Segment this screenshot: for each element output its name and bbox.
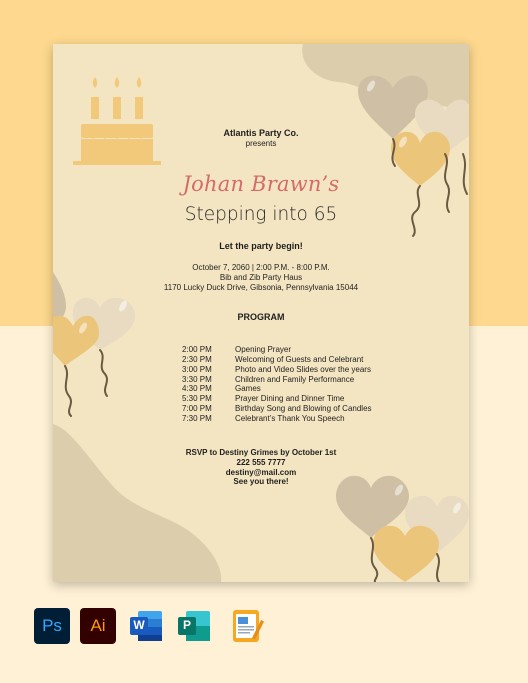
invitation-card xyxy=(53,44,469,582)
program-event: Opening Prayer xyxy=(235,345,292,354)
program-time: 2:30 PM xyxy=(182,354,212,364)
program-event: Prayer Dining and Dinner Time xyxy=(235,394,345,404)
program-time: 4:30 PM xyxy=(182,384,212,394)
event-details xyxy=(53,263,469,293)
venue: Bib and Zib Party Haus xyxy=(219,273,303,282)
honoree-name: Johan Brawn’s xyxy=(182,172,340,196)
program-item xyxy=(182,404,372,414)
illustrator-icon-label: Ai xyxy=(90,616,106,635)
program-item xyxy=(182,345,372,355)
date-time: October 7, 2060 | 2:00 P.M. - 8:00 P.M. xyxy=(192,263,330,272)
presents-label: presents xyxy=(245,139,277,148)
program-item xyxy=(182,384,372,394)
word-icon-label: W xyxy=(133,618,145,632)
rsvp-phone: 222 555 7777 xyxy=(236,457,286,467)
address: 1170 Lucky Duck Drive, Gibsonia, Pennsylvania 15044 xyxy=(163,283,359,292)
photoshop-icon[interactable] xyxy=(34,608,70,644)
event-subtitle: Stepping into 65 xyxy=(184,204,338,225)
program-item xyxy=(182,355,372,365)
photoshop-icon-label: Ps xyxy=(42,616,62,635)
pages-icon[interactable] xyxy=(230,608,266,644)
rsvp-email: destiny@mail.com xyxy=(225,467,297,477)
cake-icon xyxy=(73,77,161,165)
program-time: 7:30 PM xyxy=(182,413,212,423)
program-time: 3:00 PM xyxy=(182,364,212,374)
program-time: 3:30 PM xyxy=(182,374,212,384)
publisher-icon[interactable] xyxy=(176,608,212,644)
company-name: Atlantis Party Co. xyxy=(223,128,299,138)
program-item xyxy=(182,365,372,375)
rsvp-block xyxy=(53,448,469,487)
program-time: 5:30 PM xyxy=(182,394,212,404)
program-event: Children and Family Performance xyxy=(235,374,355,384)
illustrator-icon[interactable] xyxy=(80,608,116,644)
program-heading: PROGRAM xyxy=(237,312,285,322)
program-time: 7:00 PM xyxy=(182,404,212,414)
program-item xyxy=(182,394,372,404)
program-event: Celebrant’s Thank You Speech xyxy=(235,413,345,423)
rsvp-line: RSVP to Destiny Grimes by October 1st xyxy=(185,448,337,457)
program-time: 2:00 PM xyxy=(182,345,212,354)
program-event: Games xyxy=(235,384,261,394)
tagline: Let the party begin! xyxy=(219,241,303,251)
program-event: Welcoming of Guests and Celebrant xyxy=(235,354,364,364)
program-event: Photo and Video Slides over the years xyxy=(235,364,371,374)
publisher-icon-label: P xyxy=(182,618,191,632)
word-icon[interactable] xyxy=(128,608,164,644)
closing-line: See you there! xyxy=(233,477,289,487)
program-item xyxy=(182,414,372,424)
program-event: Birthday Song and Blowing of Candles xyxy=(235,404,372,414)
balloons-bottom-right xyxy=(336,476,469,582)
pages-logo xyxy=(230,608,266,644)
program-list xyxy=(182,345,372,424)
program-item xyxy=(182,375,372,385)
